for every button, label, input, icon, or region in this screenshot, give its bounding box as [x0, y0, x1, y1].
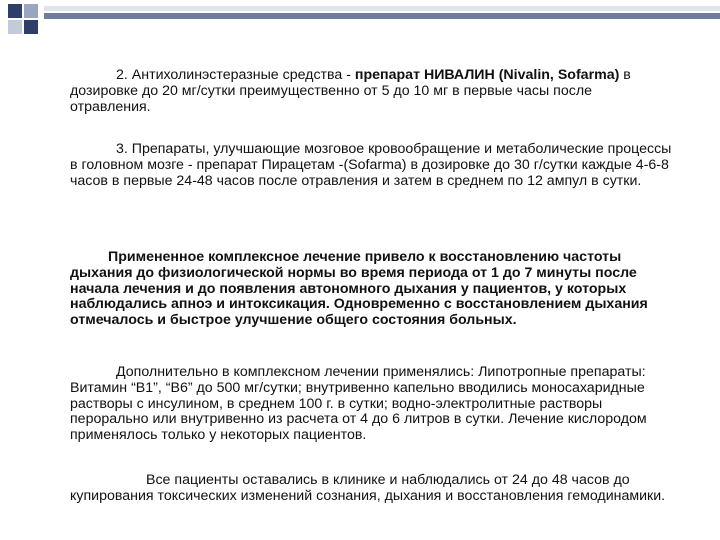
treatment-result-text: Примененное комплексное лечение привело к восстановлению частоты дыхания до физиологической нормы во время периода от 1 до 7 минуты после начала лечения и до появления автономного дыхания у пациентов, у которых наблюдались апноэ и интоксикация. Одновременно с восстановлением дыхания отмечалось и быстрое улучшение общего состояния больных. [70, 249, 648, 329]
piracetam-text: 3. Препараты, улучшающие мозговое кровообращение и метаболические процессы в головном мозге - препарат Пирацетам -(Sofarma) в дозировке до 30 г/сутки каждые 4-6-8 часов в первые 24-48 часов после отравления и затем в среднем по 12 ампул в сутки. [70, 141, 672, 189]
nivalin-text-post: в дозировке до 20 мг/сутки преимущественно от 5 до 10 мг в первые часы после отравления. [70, 67, 631, 115]
additional-treatment-text: Дополнительно в комплексном лечении применялись: Липотропные препараты: Витамин “В1”, “В6” до 500 мг/сутки; внутривенно капельно вводились моносахаридные растворы с инсулином, в среднем 100 г. в сутки; водно-электролитные растворы перорально или внутривенно из расчета от 4 до 6 литров в сутки. Лечение кислородом применялось только у некоторых пациентов. [70, 364, 647, 444]
paragraph-observation [70, 473, 682, 505]
header-band [44, 13, 720, 19]
header-band-light [44, 6, 720, 11]
decor-square [24, 20, 38, 34]
slide-header-decoration [0, 0, 720, 33]
decor-square [8, 20, 22, 34]
nivalin-drug-name: препарат НИВАЛИН (Nivalin, Sofarma) [354, 67, 620, 83]
decor-square [24, 4, 38, 18]
paragraph-nivalin [70, 68, 670, 115]
nivalin-text-pre: 2. Антихолинэстеразные средства - [116, 67, 355, 83]
decor-square [8, 4, 22, 18]
paragraph-additional-treatment [70, 365, 682, 444]
paragraph-treatment-result [70, 250, 682, 329]
paragraph-piracetam [70, 142, 682, 189]
observation-text: Все пациенты оставались в клинике и наблюдались от 24 до 48 часов до купирования токсических изменений сознания, дыхания и восстановления гемодинамики. [70, 472, 666, 504]
